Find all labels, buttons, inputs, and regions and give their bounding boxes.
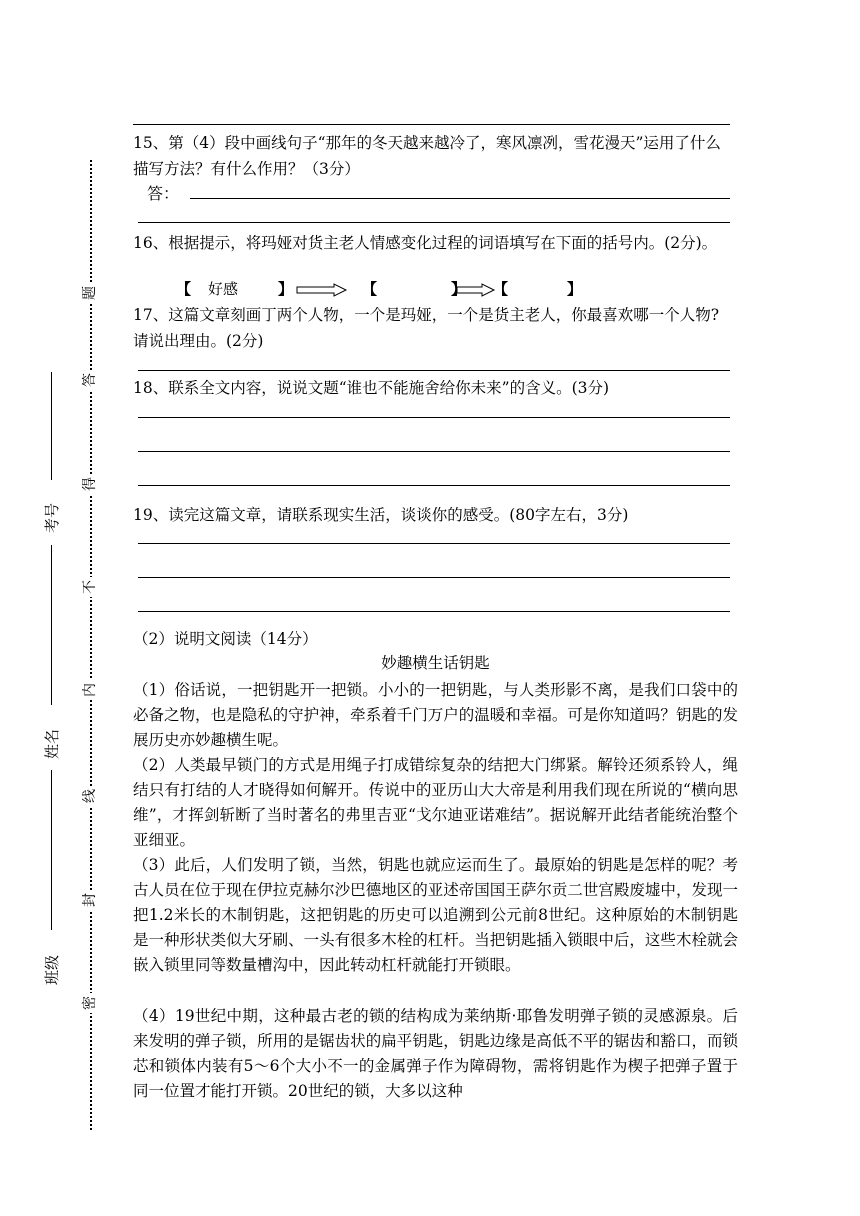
- article-paragraph-2: （2）人类最早锁门的方式是用绳子打成错综复杂的结把大门绑紧。解铃还须系铃人，绳结只有打结的人才晓得如何解开。传说中的亚历山大大帝是利用我们现在所说的“横向思维”，才挥剑斩断了当时著名的弗里吉亚“戈尔迪亚诺难结”。据说解开此结者能统治整个亚细亚。: [133, 756, 738, 849]
- seal-char: 答: [80, 370, 100, 390]
- exam-number-label: 考号: [43, 503, 61, 534]
- article-paragraph-1: （1）俗话说，一把钥匙开一把锁。小小的一把钥匙，与人类形影不离，是我们口袋中的必备之物，也是隐私的守护神，牵系着千门万户的温暖和幸福。可是你知道吗？钥匙的发展历史亦妙趣横生呢。: [133, 681, 738, 749]
- answer-label: 答：: [147, 184, 180, 203]
- answer-line[interactable]: [138, 577, 730, 578]
- bracket-right: 】: [278, 280, 294, 298]
- seal-char: 内: [80, 680, 100, 700]
- name-label: 姓名: [43, 729, 61, 760]
- question-15: 15、第（4）段中画线句子“那年的冬天越来越冷了，寒风凛冽，雪花漫天”运用了什么描写方法？有什么作用？（3分）: [133, 134, 721, 178]
- seal-char: 线: [80, 786, 100, 806]
- answer-line[interactable]: [138, 222, 730, 223]
- question-16: 16、根据提示，将玛娅对货主老人情感变化过程的词语填写在下面的括号内。(2分)。: [133, 234, 718, 252]
- answer-line[interactable]: [138, 543, 730, 544]
- answer-line[interactable]: [138, 370, 730, 371]
- exam-number-line-lower: [51, 545, 52, 705]
- article-paragraph-3: （3）此后，人们发明了锁，当然，钥匙也就应运而生了。最原始的钥匙是怎样的呢？考古人员在位于现在伊拉克赫尔沙巴德地区的亚述帝国国王萨尔贡二世宫殿废墟中，发现一把1.2米长的木制钥匙，这把钥匙的历史可以追溯到公元前8世纪。这种原始的木制钥匙是一种形状类似大牙刷、一头有很多木栓的杠杆。当把钥匙插入锁眼中后，这些木栓就会嵌入锁里同等数量槽沟中，因此转动杠杆就能打开锁眼。: [133, 856, 738, 974]
- question-19: 19、读完这篇文章，请联系现实生活，谈谈你的感受。(80字左右，3分): [133, 506, 629, 524]
- feeling-word-1: 好感: [208, 280, 239, 298]
- bracket-left: 【: [362, 280, 378, 298]
- section-heading: （2）说明文阅读（14分）: [133, 630, 318, 648]
- bracket-right: 】: [451, 280, 467, 298]
- bracket-right: 】: [567, 280, 583, 298]
- seal-char: 得: [80, 474, 100, 494]
- seal-char: 封: [80, 890, 100, 910]
- article-title: 妙趣横生话钥匙: [381, 654, 490, 672]
- answer-line[interactable]: [138, 451, 730, 452]
- exam-number-line: [51, 372, 52, 480]
- question-18: 18、联系全文内容，说说文题“谁也不能施舍给你未来”的含义。(3分): [133, 379, 610, 397]
- bracket-left: 【: [493, 280, 509, 298]
- answer-line[interactable]: [138, 417, 730, 418]
- name-line: [51, 770, 52, 930]
- binding-dotted-line: [90, 160, 92, 1130]
- class-label: 班级: [43, 955, 61, 986]
- article-paragraph-4: （4）19世纪中期，这种最古老的锁的结构成为莱纳斯·耶鲁发明弹子锁的灵感源泉。后来发明的弹子锁，所用的是锯齿状的扁平钥匙，钥匙边缘是高低不平的锯齿和豁口，而锁芯和锁体内装有5～6个大小不一的金属弹子作为障碍物，需将钥匙作为楔子把弹子置于同一位置才能打开锁。20世纪的锁，大多以这种: [133, 1007, 738, 1100]
- answer-line[interactable]: [138, 611, 730, 612]
- seal-char: 不: [80, 577, 100, 597]
- arrow-right-icon: [296, 283, 348, 297]
- answer-line[interactable]: [138, 485, 730, 486]
- arrow-right-icon: [456, 283, 496, 297]
- top-rule: [133, 124, 730, 125]
- seal-char: 密: [80, 993, 100, 1013]
- question-17: 17、这篇文章刻画丁两个人物，一个是玛娅，一个是货主老人，你最喜欢哪一个人物?请说出理由。(2分): [133, 306, 720, 350]
- answer-line[interactable]: [190, 198, 730, 199]
- seal-char: 题: [80, 283, 100, 303]
- bracket-left: 【: [176, 280, 192, 298]
